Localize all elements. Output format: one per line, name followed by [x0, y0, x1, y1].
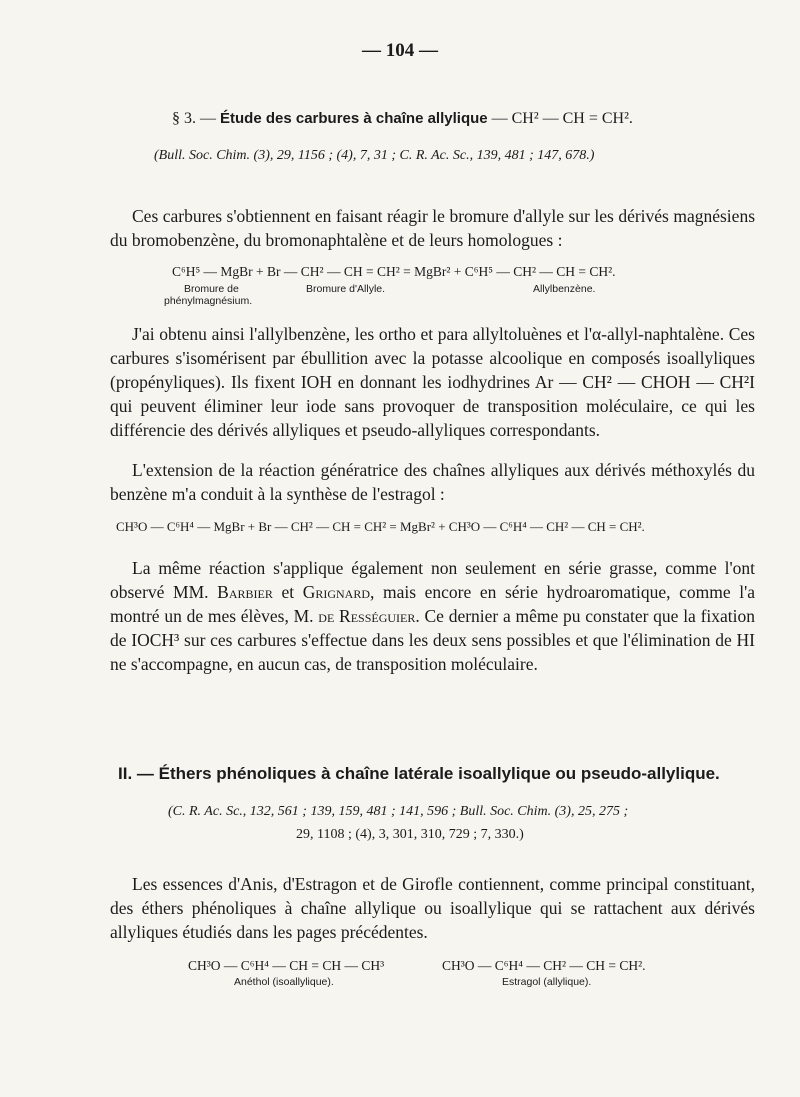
section-3-heading: [172, 110, 633, 128]
paragraph-4-text-a: La même réaction s'applique également non seulement en série grasse, comme l'ont observé MM.: [110, 558, 755, 602]
equation-allylbenzene: C⁶H⁵ — MgBr + Br — CH² — CH = CH² = MgBr² + C⁶H⁵ — CH² — CH = CH².: [172, 264, 616, 279]
part-2-heading: II. — Éthers phénoliques à chaîne latérale isoallylique ou pseudo-allylique.: [118, 764, 720, 783]
paragraph-5: Les essences d'Anis, d'Estragon et de Girofle contiennent, comme principal constituant, des éthers phénoliques à chaîne allylique ou isoallylique qui se rattachent aux dérivés allyliques étudiés dans les pages précédentes.: [110, 874, 755, 942]
author-resseguier: de Rességuier: [318, 606, 416, 626]
section-3-references: (Bull. Soc. Chim. (3), 29, 1156 ; (4), 7, 31 ; C. R. Ac. Sc., 139, 481 ; 147, 678.): [154, 148, 595, 163]
paragraph-4-text-b: , mais encore en série hydroaromatique, comme l'a montré un de mes élèves, M.: [110, 582, 756, 626]
author-barbier: Barbier: [217, 582, 273, 602]
section-title: Étude des carbures à chaîne allylique: [220, 110, 488, 127]
label-anethol: Anéthol (isoallylique).: [234, 976, 334, 988]
equation-estragol: CH³O — C⁶H⁴ — MgBr + Br — CH² — CH = CH² = MgBr² + CH³O — C⁶H⁴ — CH² — CH = CH².: [116, 519, 645, 534]
part-2-references-line-1: (C. R. Ac. Sc., 132, 561 ; 139, 159, 481 ; 141, 596 ; Bull. Soc. Chim. (3), 25, 275 ;: [168, 804, 629, 819]
label-bromure-allyle: Bromure d'Allyle.: [306, 283, 386, 295]
part-2-references-line-2: 29, 1108 ; (4), 3, 301, 310, 729 ; 7, 330.): [296, 827, 524, 842]
paragraph-1: Ces carbures s'obtiennent en faisant réagir le bromure d'allyle sur les dérivés magnésiens du bromobenzène, du bromonaphtalène et de leurs homologues :: [110, 206, 755, 250]
section-formula: — CH² — CH = CH².: [491, 110, 633, 127]
paragraph-4: [110, 556, 755, 676]
section-prefix: § 3. —: [172, 110, 216, 127]
paragraph-3: L'extension de la réaction génératrice des chaînes allyliques aux dérivés méthoxylés du benzène m'a conduit à la synthèse de l'estragol :: [110, 460, 755, 504]
paragraph-4-text-c: . Ce dernier a même pu constater que la fixation de IOCH³ sur ces carbures s'effectue dans les deux sens possibles et que l'élimination de HI ne s'accompagne, en aucun cas, de transposition moléculaire.: [110, 606, 755, 674]
part-2-references: [168, 800, 728, 846]
label-bromure-phenylmagnesium-2: phénylmagnésium.: [164, 295, 253, 307]
paragraph-4-and: et: [281, 582, 295, 602]
label-bromure-phenylmagnesium-1: Bromure de: [184, 283, 239, 295]
formula-anethol: CH³O — C⁶H⁴ — CH = CH — CH³: [188, 958, 385, 973]
page-number: — 104 —: [362, 40, 438, 61]
author-grignard: Grignard: [302, 582, 370, 602]
formula-estragol: CH³O — C⁶H⁴ — CH² — CH = CH².: [442, 958, 646, 973]
label-allylbenzene: Allylbenzène.: [533, 283, 596, 295]
label-estragol: Estragol (allylique).: [502, 976, 592, 988]
paragraph-2: J'ai obtenu ainsi l'allylbenzène, les ortho et para allyltoluènes et l'α-allyl-naphtalène. Ces carbures s'isomérisent par ébullition avec la potasse alcoolique en composés isoallyliques (propényliques). Ils fixent IOH en donnant les iodhydrines Ar — CH² — CHOH — CH²I qui peuvent éliminer leur iode sans provoquer de transposition moléculaire, ce qui les différencie des dérivés allyliques et pseudo-allyliques correspondants.: [110, 324, 755, 440]
